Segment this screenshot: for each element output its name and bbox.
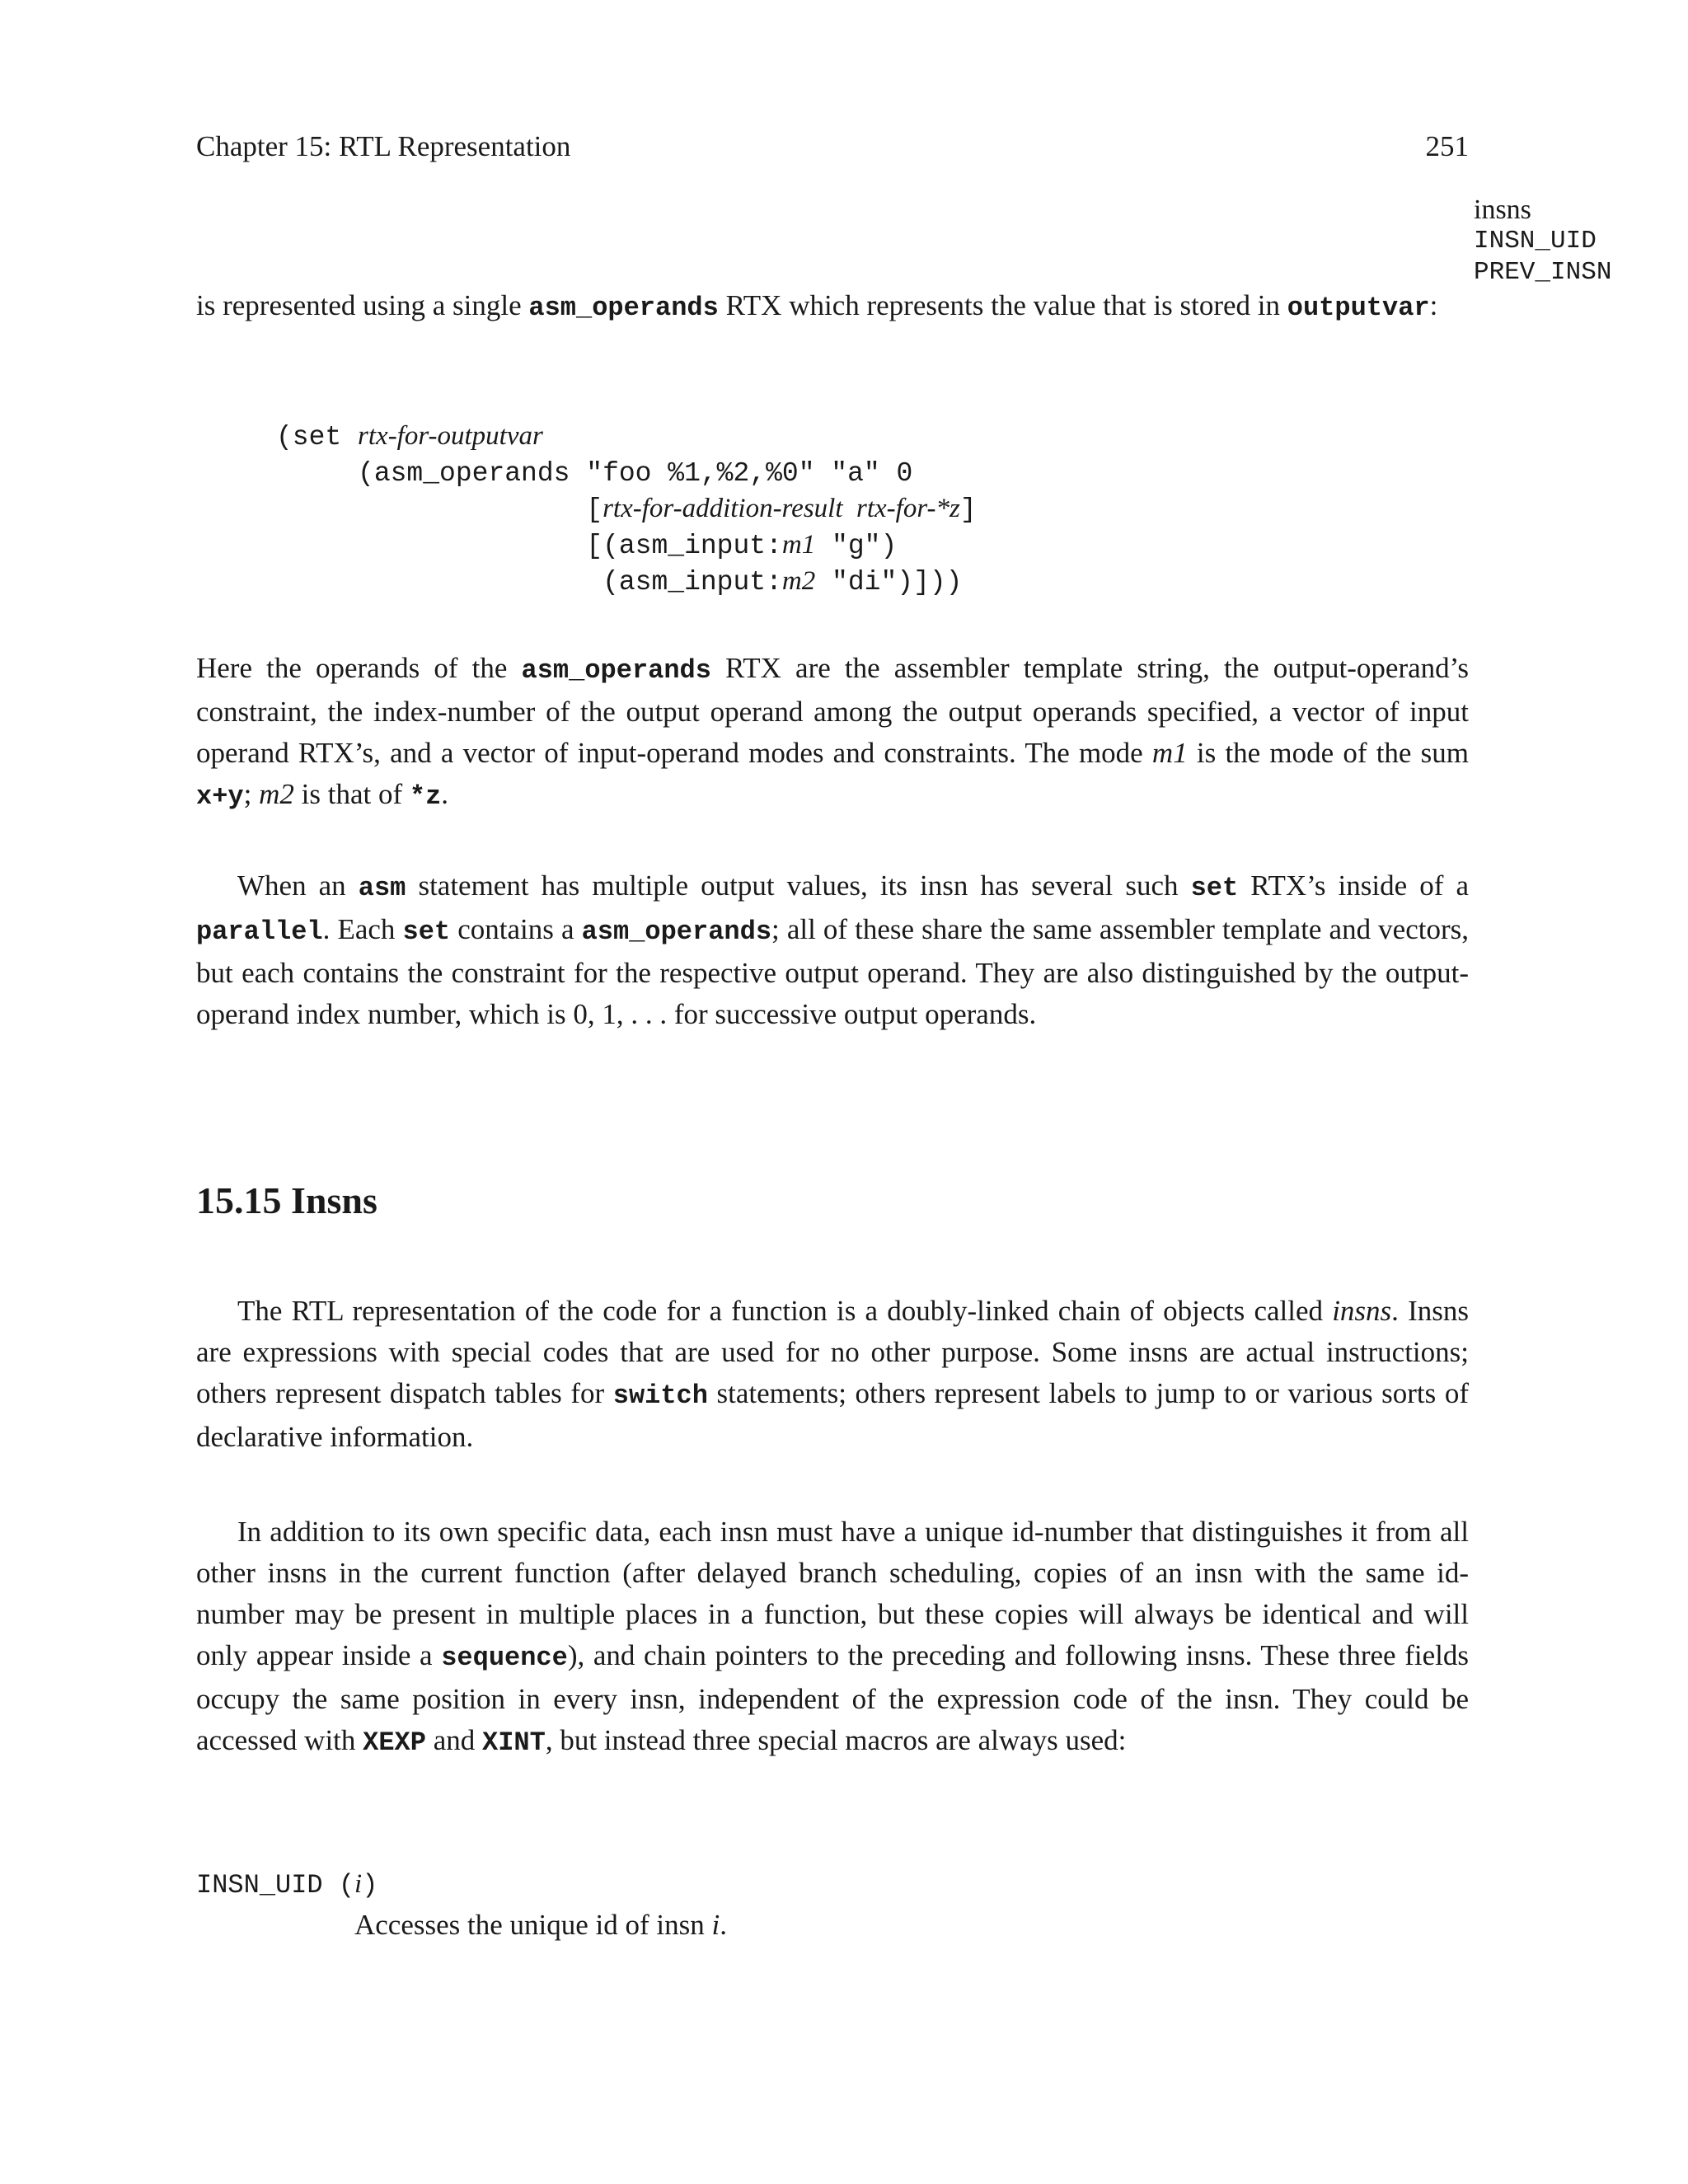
text-span: is that of: [293, 778, 410, 810]
code-span: switch: [612, 1380, 708, 1411]
code-line: [276, 491, 977, 527]
code-span: XINT: [482, 1727, 546, 1758]
code-span: (set: [276, 422, 359, 452]
code-span: outputvar: [1287, 293, 1430, 323]
text-span: RTX which represents the value that is stored in: [718, 289, 1287, 321]
text-span: is represented using a single: [196, 289, 529, 321]
definition-term-insn-uid: [196, 1869, 377, 1900]
code-span: set: [1190, 873, 1239, 903]
text-span: is the mode of the sum: [1187, 737, 1470, 769]
code-span: asm: [358, 873, 406, 903]
text-span: statement has multiple output values, its insn has several such: [406, 869, 1191, 902]
text-span: statements; others represent labels to jump to or various sorts of declarative information.: [196, 1377, 1469, 1453]
code-span: asm_operands: [528, 293, 719, 323]
text-span: ; all of these share the same assembler template and vectors, but each contains the constraint for the respective output operand. They are also distinguished by the output-operand index number, which is 0, 1, . . . for successive output operands.: [196, 913, 1469, 1030]
text-span: In addition to its own specific data, each insn must have a unique id-number that distinguishes it from all other insns in the current function (after delayed branch scheduling, copies of an insn with the same id-number may be present in multiple places in a function, but these copies will always be identical and will only appear inside a: [196, 1516, 1469, 1671]
margin-index-notes: [1474, 194, 1611, 288]
text-span: RTX’s inside of a: [1238, 869, 1470, 902]
page-number: 251: [1425, 130, 1469, 162]
text-span: The RTL representation of the code for a function is a doubly-linked chain of objects called: [237, 1295, 1333, 1327]
code-span: asm_operands: [521, 655, 711, 686]
margin-note-insns: insns: [1474, 194, 1531, 225]
text-span: , but instead three special macros are always used:: [545, 1724, 1127, 1756]
code-metavar: rtx-for-addition-result rtx-for-*z: [603, 494, 960, 523]
text-span: ;: [243, 778, 260, 810]
code-span: ]: [959, 494, 977, 525]
text-span: ), and chain pointers to the preceding and following insns. These three fields occupy the same position in every insn, independent of the expression code of the insn. They could be accessed with: [196, 1639, 1469, 1756]
margin-note-prev-insn: PREV_INSN: [1474, 258, 1612, 287]
margin-note-insn-uid: INSN_UID: [1474, 227, 1597, 255]
code-metavar: rtx-for-outputvar: [358, 421, 543, 451]
text-span: .: [441, 778, 449, 810]
text-span: .: [720, 1909, 728, 1941]
code-example: [276, 419, 977, 600]
paragraph-insn-fields: [196, 1511, 1469, 1764]
code-span: [(asm_input:: [276, 531, 782, 561]
text-span: and: [425, 1724, 482, 1756]
chapter-title: Chapter 15: RTL Representation: [196, 130, 571, 162]
code-span: set: [402, 916, 451, 947]
text-span: When an: [237, 869, 359, 902]
code-line: [276, 564, 977, 600]
code-span: parallel: [196, 916, 323, 947]
code-span: asm_operands: [581, 916, 772, 947]
running-header: [196, 130, 1469, 168]
code-span: *z: [409, 781, 442, 812]
text-span: . Insns are expressions with special codes that are used for no other purpose. Some insns are actual instructions; others represent dispatch tables for: [196, 1295, 1469, 1409]
text-span: Here the operands of the: [196, 652, 522, 684]
text-span: RTX are the assembler template string, the output-operand’s constraint, the index-number of the output operand among the output operands specified, a vector of input operand RTX’s, and a vector of input-operand modes and constraints. The mode: [196, 652, 1469, 769]
paragraph-asm-operands-intro: [196, 285, 1469, 329]
code-metavar: i: [354, 1869, 363, 1899]
code-metavar: m1: [781, 530, 816, 560]
code-line: [276, 527, 977, 564]
code-span: INSN_UID (: [196, 1870, 355, 1900]
text-span: contains a: [450, 913, 582, 945]
italic-span: insns: [1332, 1295, 1392, 1327]
code-line: [276, 419, 977, 455]
definition-body-insn-uid: [354, 1909, 727, 1942]
text-span: :: [1429, 289, 1438, 321]
code-span: "g"): [815, 531, 898, 561]
code-metavar: m2: [781, 566, 816, 596]
code-span: x+y: [196, 781, 244, 812]
section-heading: 15.15 Insns: [196, 1179, 377, 1221]
italic-span: m2: [259, 778, 294, 810]
text-span: Accesses the unique id of insn: [354, 1909, 712, 1941]
code-span: sequence: [441, 1643, 568, 1673]
code-span: "di")])): [815, 567, 963, 598]
code-span: (asm_input:: [276, 567, 782, 598]
code-span: ): [362, 1870, 378, 1900]
code-span: (asm_operands "foo %1,%2,%0" "a" 0: [276, 458, 913, 489]
code-span: [: [276, 494, 603, 525]
paragraph-operands-explained: [196, 648, 1469, 818]
paragraph-insns-intro: [196, 1291, 1469, 1458]
code-span: XEXP: [363, 1727, 426, 1758]
text-span: . Each: [322, 913, 403, 945]
italic-span: m1: [1151, 737, 1188, 769]
paragraph-multiple-outputs: [196, 865, 1469, 1035]
italic-span: i: [711, 1909, 720, 1941]
code-line: [276, 455, 977, 491]
